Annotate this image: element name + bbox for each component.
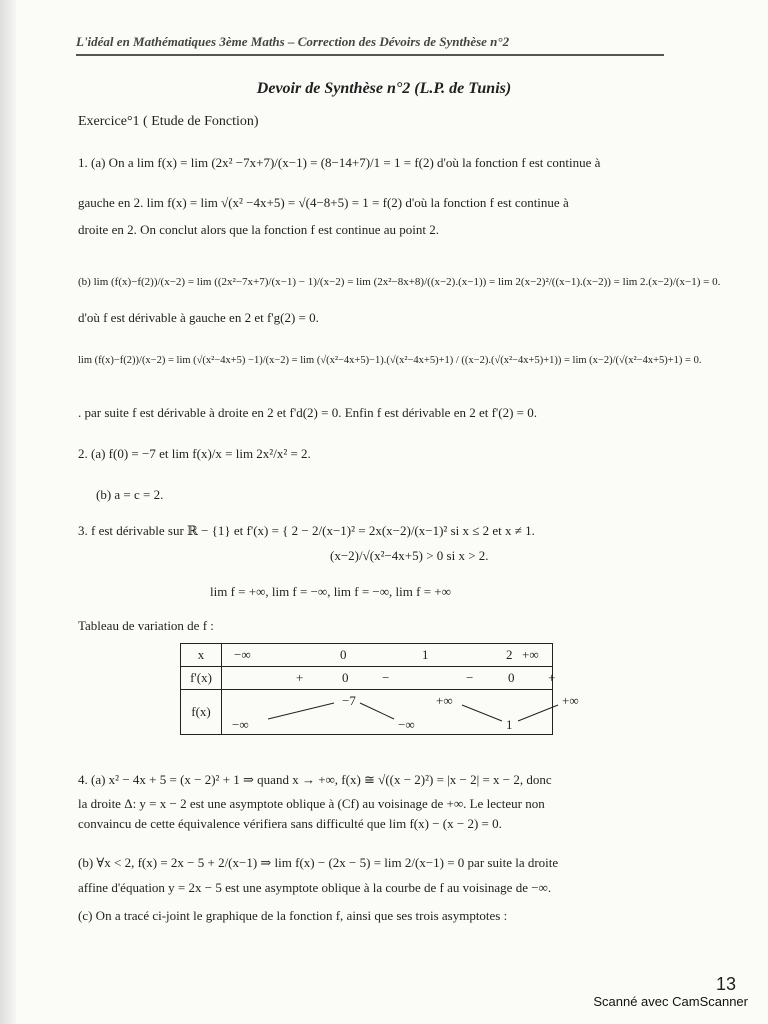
header-rule: [76, 54, 664, 56]
fprime-values-cell: [222, 667, 556, 690]
fprime-minus-2: −: [466, 670, 474, 685]
q1b-line-1: (b) lim (f(x)−f(2))/(x−2) = lim ((2x²−7x+7)/(x−1) − 1)/(x−2) = lim (2x²−8x+8)/((x−2).(x−1)) = lim 2(x−2)²/((x−1).(x−2)) = lim 2.(x−2)/(x−1) = 0.: [78, 276, 721, 288]
scan-margin-shadow: [0, 0, 16, 1024]
fprime-row: [181, 667, 553, 690]
tableau-label: Tableau de variation de f :: [78, 618, 214, 633]
f-one: 1: [506, 717, 513, 732]
q3-line-2: (x−2)/√(x²−4x+5) > 0 si x > 2.: [330, 548, 489, 563]
q1b-line-2: d'où f est dérivable à gauche en 2 et f'g(2) = 0.: [78, 310, 319, 325]
q4a-line-2: la droite Δ: y = x − 2 est une asymptote oblique à (Cf) au voisinage de +∞. Le lecteur non: [78, 796, 545, 811]
fprime-minus-1: −: [382, 670, 390, 685]
camscanner-watermark: Scanné avec CamScanner: [593, 994, 748, 1009]
arrow-down-2: [462, 705, 502, 721]
fprime-zero-2: 0: [508, 670, 515, 685]
q4a-line-1: 4. (a) x² − 4x + 5 = (x − 2)² + 1 ⇒ quand x → +∞, f(x) ≅ √((x − 2)²) = |x − 2| = x − 2, donc: [78, 772, 552, 787]
fprime-plus-1: +: [296, 670, 304, 685]
fprime-zero-1: 0: [342, 670, 349, 685]
table-cell: f'(x): [181, 667, 222, 690]
x-one: 1: [422, 647, 429, 662]
q3-line-1: 3. f est dérivable sur ℝ − {1} et f'(x) = { 2 − 2/(x−1)² = 2x(x−2)/(x−1)² si x ≤ 2 et x ≠ 1.: [78, 523, 535, 538]
q4a-line-3: convaincu de cette équivalence vérifiera sans difficulté que lim f(x) − (x − 2) = 0.: [78, 816, 502, 831]
x-two: 2: [506, 647, 513, 662]
q1a-line-1: 1. (a) On a lim f(x) = lim (2x² −7x+7)/(x−1) = (8−14+7)/1 = 1 = f(2) d'où la fonction f est continue à: [78, 155, 601, 170]
q1b-line-4: . par suite f est dérivable à droite en 2 et f'd(2) = 0. Enfin f est dérivable en 2 et f'(2) = 0.: [78, 405, 538, 420]
f-values-cell: [222, 690, 579, 735]
f-plus-infinity-2: +∞: [562, 693, 579, 708]
exercise-heading: Exercice°1 ( Etude de Fonction): [78, 114, 259, 129]
x-plus-infinity: +∞: [522, 647, 539, 662]
f-minus-infinity-1: −∞: [232, 717, 249, 732]
x-row: [181, 644, 553, 667]
x-values-cell: [222, 644, 553, 667]
q4b-line-1: (b) ∀x < 2, f(x) = 2x − 5 + 2/(x−1) ⇒ lim f(x) − (2x − 5) = lim 2/(x−1) = 0 par suite la droite: [78, 855, 559, 870]
q1a-line-2: gauche en 2. lim f(x) = lim √(x² −4x+5) = √(4−8+5) = 1 = f(2) d'où la fonction f est continue à: [78, 195, 569, 210]
f-plus-infinity-1: +∞: [436, 693, 453, 708]
q1a-line-3: droite en 2. On conclut alors que la fonction f est continue au point 2.: [78, 222, 440, 237]
q2a-line: 2. (a) f(0) = −7 et lim f(x)/x = lim 2x²/x² = 2.: [78, 446, 311, 461]
document-title: Devoir de Synthèse n°2 (L.P. de Tunis): [256, 80, 512, 97]
f-minus-infinity-2: −∞: [398, 717, 415, 732]
arrow-up-2: [518, 705, 558, 721]
page-header: L'idéal en Mathématiques 3ème Maths – Correction des Dévoirs de Synthèse n°2: [76, 34, 510, 49]
q4b-line-2: affine d'équation y = 2x − 5 est une asymptote oblique à la courbe de f au voisinage de −∞.: [78, 880, 552, 895]
table-cell: x: [181, 644, 222, 667]
f-row: [181, 690, 553, 735]
variation-arrows: [222, 691, 594, 733]
fprime-plus-2: +: [548, 670, 556, 685]
q1b-line-3: lim (f(x)−f(2))/(x−2) = lim (√(x²−4x+5) −1)/(x−2) = lim (√(x²−4x+5)−1).(√(x²−4x+5)+1) / ((x−2).(√(x²−4x+5)+1)) = lim (x−2)/(√(x²−4x+5)+1) = 0.: [78, 355, 702, 366]
f-minus-seven: −7: [342, 693, 356, 708]
arrow-up-1: [268, 703, 334, 719]
x-zero: 0: [340, 647, 347, 662]
variation-table: [180, 643, 579, 735]
table-cell: f(x): [181, 690, 222, 735]
q4c-line: (c) On a tracé ci-joint le graphique de la fonction f, ainsi que ses trois asymptotes :: [78, 908, 508, 923]
q3-limits: lim f = +∞, lim f = −∞, lim f = −∞, lim f = +∞: [210, 584, 451, 599]
page-number: 13: [715, 974, 736, 994]
arrow-down-1: [360, 703, 394, 719]
q2b-line: (b) a = c = 2.: [96, 487, 164, 502]
x-minus-infinity: −∞: [234, 647, 251, 662]
